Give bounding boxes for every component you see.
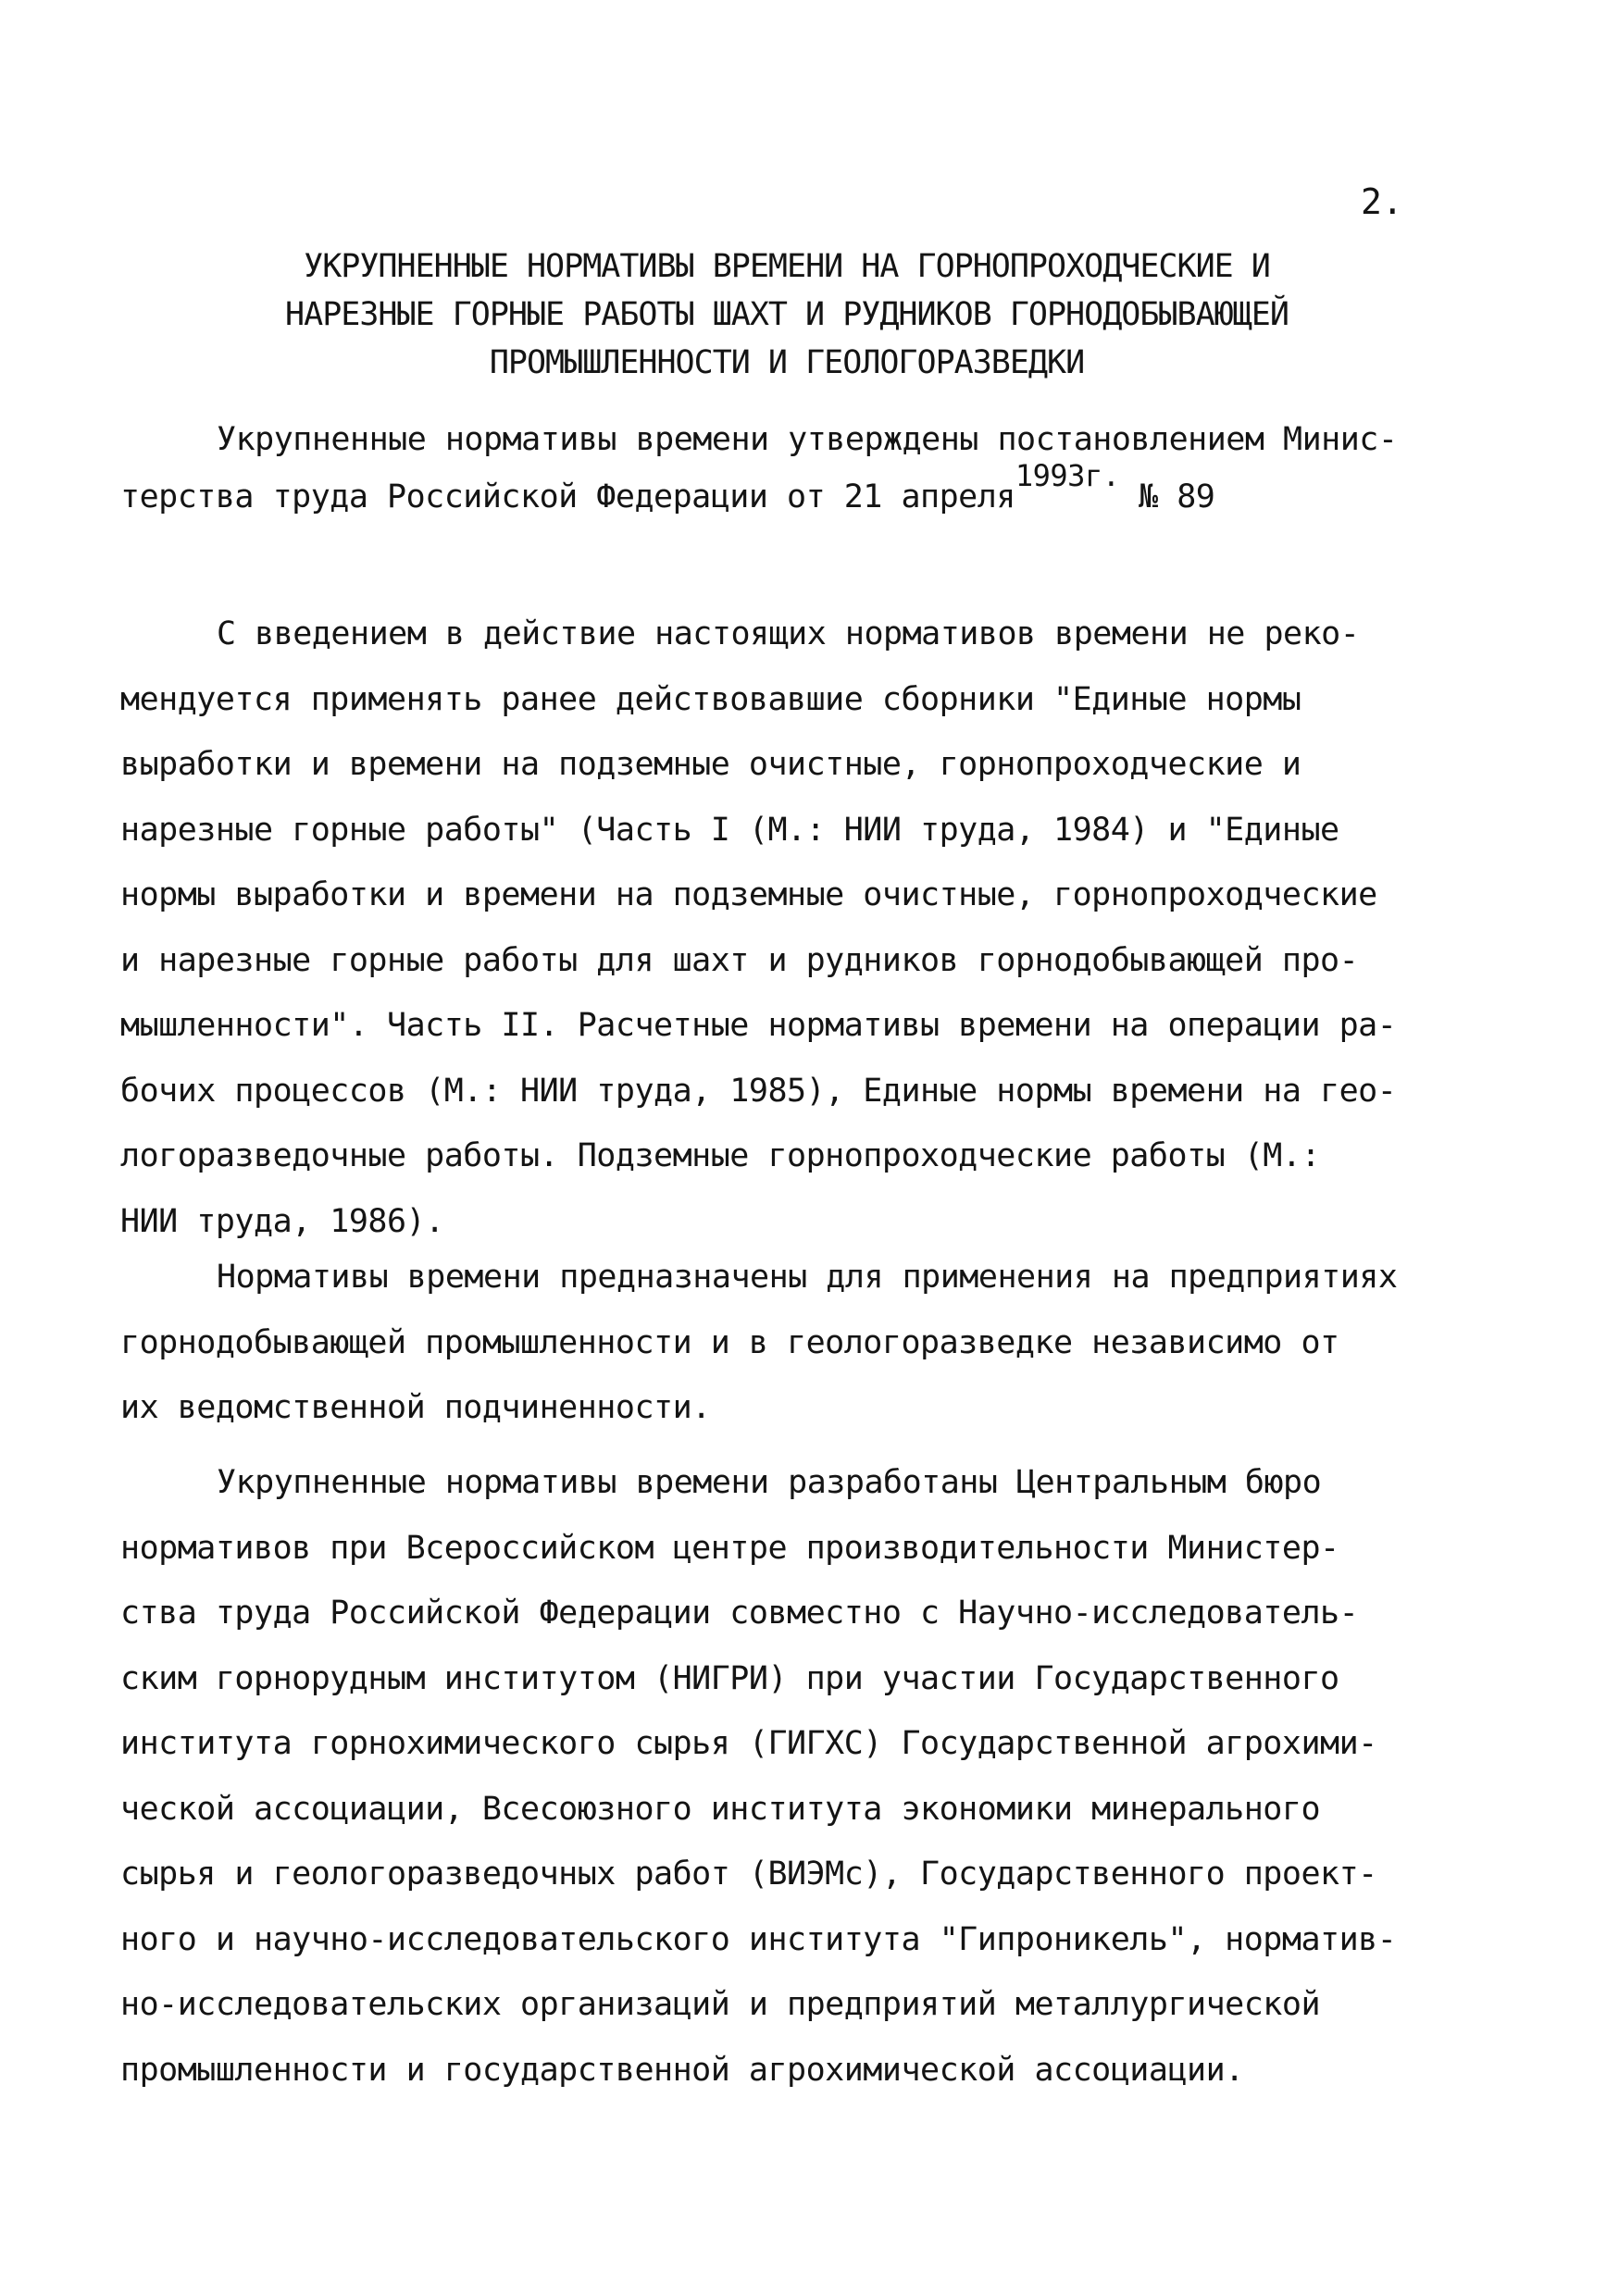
title-line: УКРУПНЕННЫЕ НОРМАТИВЫ ВРЕМЕНИ НА ГОРНОПРОХОДЧЕСКИЕ И xyxy=(304,248,1270,285)
text-line: их ведомственной подчиненности. xyxy=(120,1389,711,1426)
paragraph-developers xyxy=(120,1450,1527,2103)
text-line: бочих процессов (М.: НИИ труда, 1985), Единые нормы времени на гео- xyxy=(120,1072,1397,1110)
paragraph-previous-standards xyxy=(120,602,1527,1254)
text-line: Нормативы времени предназначены для применения на предприятиях xyxy=(217,1259,1398,1296)
text-line: выработки и времени на подземные очистные, горнопроходческие и xyxy=(120,746,1301,783)
approval-year: 1993г. xyxy=(1015,458,1120,493)
text-line: промышленности и государственной агрохимической ассоциации. xyxy=(120,2051,1244,2089)
text-line: нормативов при Всероссийском центре производительности Министер- xyxy=(120,1529,1339,1567)
text-line: Укрупненные нормативы времени разработаны Центральным бюро xyxy=(217,1464,1322,1501)
text-line: института горнохимического сырья (ГИГХС) Государственной агрохими- xyxy=(120,1725,1377,1762)
title-line: НАРЕЗНЫЕ ГОРНЫЕ РАБОТЫ ШАХТ И РУДНИКОВ ГОРНОДОБЫВАЮЩЕЙ xyxy=(285,296,1289,333)
text-line: ного и научно-исследовательского института "Гипроникель", норматив- xyxy=(120,1920,1397,1958)
text-line: горнодобывающей промышленности и в геологоразведке независимо от xyxy=(120,1323,1339,1361)
approval-statement xyxy=(120,411,1509,526)
text-line: НИИ труда, 1986). xyxy=(120,1202,444,1240)
text-line: С введением в действие настоящих нормативов времени не реко- xyxy=(217,615,1360,652)
text-line: нормы выработки и времени на подземные очистные, горнопроходческие xyxy=(120,876,1377,913)
paragraph-purpose xyxy=(120,1245,1527,1441)
text-line: но-исследовательских организаций и предприятий металлургической xyxy=(120,1986,1321,2023)
title-line: ПРОМЫШЛЕННОСТИ И ГЕОЛОГОРАЗВЕДКИ xyxy=(489,344,1085,381)
text-line: и нарезные горные работы для шахт и рудников горнодобывающей про- xyxy=(120,941,1359,979)
text-line: мендуется применять ранее действовавшие сборники "Единые нормы xyxy=(120,680,1301,718)
text-line: нарезные горные работы" (Часть I (М.: НИИ труда, 1984) и "Единые xyxy=(120,811,1339,849)
text-line: логоразведочные работы. Подземные горнопроходческие работы (М.: xyxy=(120,1137,1321,1174)
text-line: ства труда Российской Федерации совместно с Научно-исследователь- xyxy=(120,1595,1359,1632)
document-title xyxy=(185,242,1389,387)
approval-text: терства труда Российской Федерации от 21 апреля xyxy=(120,478,1015,515)
approval-line: Укрупненные нормативы времени утверждены постановлением Минис- xyxy=(217,421,1398,458)
text-line: ческой ассоциации, Всесоюзного института экономики минерального xyxy=(120,1790,1321,1828)
text-line: ским горнорудным институтом (НИГРИ) при участии Государственного xyxy=(120,1659,1339,1697)
page-number: 2. xyxy=(1361,181,1403,222)
approval-line xyxy=(120,458,1509,526)
text-line: мышленности". Часть II. Расчетные нормативы времени на операции ра- xyxy=(120,1007,1397,1044)
text-line: сырья и геологоразведочных работ (ВИЭМс), Государственного проект- xyxy=(120,1855,1377,1893)
approval-number: № 89 xyxy=(1139,478,1215,515)
